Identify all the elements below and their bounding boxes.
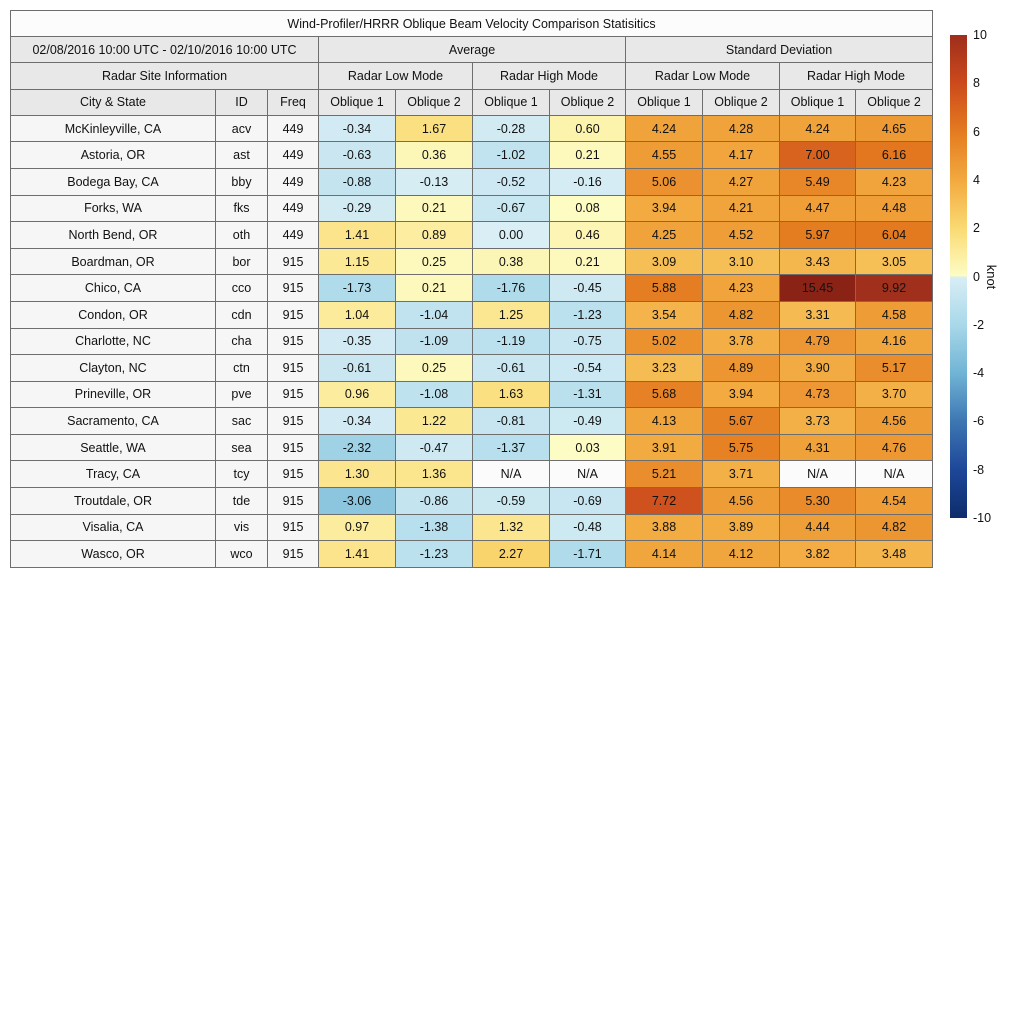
colorbar-unit-label: knot [984, 264, 999, 290]
value-cell-avg-high-oblique2: -0.45 [550, 275, 626, 302]
mode-header-avg-low: Radar Low Mode [319, 63, 473, 89]
value-cell-sd-low-oblique2: 3.10 [703, 248, 780, 275]
value-cell-sd-high-oblique1: 4.79 [780, 328, 856, 355]
value-cell-avg-high-oblique2: -0.69 [550, 488, 626, 515]
col-header-oblique1: Oblique 1 [626, 89, 703, 115]
value-cell-sd-high-oblique2: 4.76 [856, 434, 933, 461]
site-id-cell: bor [216, 248, 268, 275]
value-cell-avg-high-oblique1: -1.76 [473, 275, 550, 302]
value-cell-avg-high-oblique1: 0.00 [473, 222, 550, 249]
value-cell-avg-high-oblique2: -1.23 [550, 301, 626, 328]
city-cell: Condon, OR [11, 301, 216, 328]
value-cell-avg-low-oblique2: -1.38 [396, 514, 473, 541]
value-cell-avg-low-oblique1: 1.04 [319, 301, 396, 328]
colorbar-tick-label: 2 [973, 221, 980, 236]
value-cell-sd-low-oblique1: 3.91 [626, 434, 703, 461]
value-cell-sd-high-oblique1: 4.47 [780, 195, 856, 222]
value-cell-avg-high-oblique1: -0.28 [473, 115, 550, 142]
table-row [11, 408, 933, 435]
city-cell: McKinleyville, CA [11, 115, 216, 142]
value-cell-sd-high-oblique2: 4.82 [856, 514, 933, 541]
value-cell-avg-low-oblique2: 0.89 [396, 222, 473, 249]
value-cell-avg-high-oblique1: -1.19 [473, 328, 550, 355]
city-cell: Bodega Bay, CA [11, 168, 216, 195]
city-cell: Charlotte, NC [11, 328, 216, 355]
value-cell-sd-high-oblique1: 5.97 [780, 222, 856, 249]
value-cell-sd-low-oblique2: 3.78 [703, 328, 780, 355]
table-row [11, 248, 933, 275]
table-row [11, 488, 933, 515]
value-cell-avg-low-oblique2: -1.08 [396, 381, 473, 408]
value-cell-avg-low-oblique1: 1.15 [319, 248, 396, 275]
freq-cell: 915 [268, 301, 319, 328]
value-cell-sd-high-oblique1: 4.31 [780, 434, 856, 461]
city-cell: Tracy, CA [11, 461, 216, 488]
site-id-cell: vis [216, 514, 268, 541]
table-row [11, 275, 933, 302]
city-cell: Visalia, CA [11, 514, 216, 541]
city-cell: Seattle, WA [11, 434, 216, 461]
value-cell-avg-high-oblique2: 0.21 [550, 142, 626, 169]
value-cell-avg-high-oblique1: -0.81 [473, 408, 550, 435]
value-cell-avg-low-oblique1: -0.34 [319, 408, 396, 435]
value-cell-sd-high-oblique2: 4.48 [856, 195, 933, 222]
value-cell-avg-low-oblique1: 0.97 [319, 514, 396, 541]
colorbar-tick-label: 8 [973, 76, 980, 91]
group-header-std-dev: Standard Deviation [626, 37, 933, 63]
value-cell-sd-low-oblique2: 4.27 [703, 168, 780, 195]
value-cell-sd-high-oblique2: 4.54 [856, 488, 933, 515]
table-row [11, 355, 933, 382]
value-cell-avg-low-oblique1: -0.63 [319, 142, 396, 169]
figure-title: Wind-Profiler/HRRR Oblique Beam Velocity Comparison Statisitics [11, 11, 933, 37]
value-cell-avg-low-oblique1: -0.35 [319, 328, 396, 355]
table-row [11, 434, 933, 461]
value-cell-avg-low-oblique2: -1.23 [396, 541, 473, 568]
table-row [11, 381, 933, 408]
value-cell-sd-low-oblique2: 3.71 [703, 461, 780, 488]
col-header-oblique2: Oblique 2 [856, 89, 933, 115]
value-cell-sd-low-oblique1: 5.21 [626, 461, 703, 488]
city-cell: Chico, CA [11, 275, 216, 302]
value-cell-avg-high-oblique1: -0.67 [473, 195, 550, 222]
site-info-header: Radar Site Information [11, 63, 319, 89]
value-cell-sd-high-oblique1: 5.30 [780, 488, 856, 515]
value-cell-sd-high-oblique2: 3.05 [856, 248, 933, 275]
value-cell-sd-high-oblique2: 4.23 [856, 168, 933, 195]
city-cell: Wasco, OR [11, 541, 216, 568]
value-cell-avg-high-oblique2: -1.31 [550, 381, 626, 408]
table-row [11, 195, 933, 222]
freq-cell: 915 [268, 355, 319, 382]
value-cell-sd-low-oblique2: 4.21 [703, 195, 780, 222]
value-cell-avg-high-oblique2: -0.75 [550, 328, 626, 355]
value-cell-sd-low-oblique2: 4.23 [703, 275, 780, 302]
freq-cell: 449 [268, 168, 319, 195]
table-row [11, 222, 933, 249]
value-cell-sd-low-oblique1: 3.88 [626, 514, 703, 541]
table-row [11, 301, 933, 328]
table-row [11, 514, 933, 541]
value-cell-sd-low-oblique1: 4.24 [626, 115, 703, 142]
table-row [11, 461, 933, 488]
value-cell-sd-high-oblique2: 4.56 [856, 408, 933, 435]
site-id-cell: sea [216, 434, 268, 461]
city-cell: North Bend, OR [11, 222, 216, 249]
value-cell-avg-low-oblique2: 1.67 [396, 115, 473, 142]
value-cell-sd-low-oblique2: 4.12 [703, 541, 780, 568]
table-row [11, 115, 933, 142]
value-cell-avg-high-oblique2: 0.08 [550, 195, 626, 222]
value-cell-sd-high-oblique2: 6.04 [856, 222, 933, 249]
title-row [11, 11, 933, 37]
mode-header-avg-high: Radar High Mode [473, 63, 626, 89]
freq-cell: 915 [268, 275, 319, 302]
city-cell: Sacramento, CA [11, 408, 216, 435]
group-header-average: Average [319, 37, 626, 63]
table-body [11, 115, 933, 567]
value-cell-avg-low-oblique1: -0.88 [319, 168, 396, 195]
value-cell-sd-high-oblique1: 15.45 [780, 275, 856, 302]
value-cell-sd-high-oblique1: 4.24 [780, 115, 856, 142]
value-cell-sd-low-oblique1: 5.88 [626, 275, 703, 302]
value-cell-avg-high-oblique1: -0.61 [473, 355, 550, 382]
value-cell-avg-low-oblique1: -0.34 [319, 115, 396, 142]
value-cell-avg-high-oblique1: 1.63 [473, 381, 550, 408]
value-cell-avg-low-oblique1: -3.06 [319, 488, 396, 515]
col-header-id: ID [216, 89, 268, 115]
column-header-row [11, 89, 933, 115]
value-cell-avg-low-oblique2: 0.25 [396, 355, 473, 382]
value-cell-avg-high-oblique1: 2.27 [473, 541, 550, 568]
value-cell-avg-high-oblique2: 0.60 [550, 115, 626, 142]
value-cell-sd-high-oblique1: 5.49 [780, 168, 856, 195]
value-cell-sd-high-oblique1: 3.82 [780, 541, 856, 568]
value-cell-avg-low-oblique1: 1.41 [319, 541, 396, 568]
value-cell-sd-high-oblique1: 3.73 [780, 408, 856, 435]
site-id-cell: pve [216, 381, 268, 408]
value-cell-avg-high-oblique2: -1.71 [550, 541, 626, 568]
city-cell: Troutdale, OR [11, 488, 216, 515]
value-cell-avg-high-oblique2: N/A [550, 461, 626, 488]
colorbar-tick-label: 0 [973, 269, 980, 284]
colorbar-tick-label: -6 [973, 414, 985, 429]
site-id-cell: oth [216, 222, 268, 249]
colorbar-gradient [950, 35, 967, 518]
colorbar-tick-label: -10 [973, 511, 992, 525]
value-cell-avg-low-oblique2: 1.22 [396, 408, 473, 435]
site-id-cell: tde [216, 488, 268, 515]
col-header-city: City & State [11, 89, 216, 115]
col-header-oblique2: Oblique 2 [396, 89, 473, 115]
value-cell-avg-low-oblique1: -2.32 [319, 434, 396, 461]
table-row [11, 142, 933, 169]
site-id-cell: tcy [216, 461, 268, 488]
value-cell-sd-high-oblique1: 4.73 [780, 381, 856, 408]
value-cell-sd-low-oblique2: 4.82 [703, 301, 780, 328]
value-cell-sd-low-oblique1: 3.94 [626, 195, 703, 222]
value-cell-avg-low-oblique1: 1.41 [319, 222, 396, 249]
table-row [11, 328, 933, 355]
colorbar-tick-label: -2 [973, 317, 985, 332]
value-cell-sd-high-oblique2: 3.70 [856, 381, 933, 408]
site-id-cell: bby [216, 168, 268, 195]
site-id-cell: ast [216, 142, 268, 169]
value-cell-sd-high-oblique2: 4.58 [856, 301, 933, 328]
city-cell: Prineville, OR [11, 381, 216, 408]
value-cell-avg-low-oblique1: 0.96 [319, 381, 396, 408]
value-cell-sd-low-oblique1: 4.25 [626, 222, 703, 249]
value-cell-avg-high-oblique1: -1.02 [473, 142, 550, 169]
colorbar-tick-label: 6 [973, 124, 980, 139]
value-cell-sd-low-oblique1: 4.13 [626, 408, 703, 435]
value-cell-avg-high-oblique1: 0.38 [473, 248, 550, 275]
freq-cell: 449 [268, 142, 319, 169]
value-cell-avg-high-oblique2: -0.54 [550, 355, 626, 382]
value-cell-avg-low-oblique1: -1.73 [319, 275, 396, 302]
value-cell-avg-high-oblique2: 0.46 [550, 222, 626, 249]
value-cell-sd-high-oblique2: N/A [856, 461, 933, 488]
value-cell-sd-high-oblique1: 3.31 [780, 301, 856, 328]
value-cell-sd-low-oblique1: 3.23 [626, 355, 703, 382]
value-cell-sd-low-oblique2: 4.89 [703, 355, 780, 382]
value-cell-sd-high-oblique1: 3.90 [780, 355, 856, 382]
colorbar-tick-label: -4 [973, 366, 985, 381]
col-header-oblique1: Oblique 1 [473, 89, 550, 115]
value-cell-avg-high-oblique1: 1.25 [473, 301, 550, 328]
date-range: 02/08/2016 10:00 UTC - 02/10/2016 10:00 UTC [11, 37, 319, 63]
value-cell-sd-low-oblique1: 4.14 [626, 541, 703, 568]
group-header-row [11, 37, 933, 63]
value-cell-avg-high-oblique1: -0.59 [473, 488, 550, 515]
value-cell-avg-low-oblique2: -1.09 [396, 328, 473, 355]
value-cell-sd-low-oblique1: 7.72 [626, 488, 703, 515]
value-cell-sd-low-oblique2: 4.17 [703, 142, 780, 169]
value-cell-sd-high-oblique2: 4.16 [856, 328, 933, 355]
colorbar-tick-label: -8 [973, 462, 985, 477]
value-cell-avg-high-oblique1: -0.52 [473, 168, 550, 195]
value-cell-avg-low-oblique2: 0.36 [396, 142, 473, 169]
mode-header-sd-low: Radar Low Mode [626, 63, 780, 89]
stats-table [10, 10, 933, 568]
col-header-oblique2: Oblique 2 [703, 89, 780, 115]
value-cell-sd-high-oblique1: 7.00 [780, 142, 856, 169]
value-cell-sd-low-oblique1: 4.55 [626, 142, 703, 169]
freq-cell: 915 [268, 408, 319, 435]
value-cell-sd-high-oblique2: 4.65 [856, 115, 933, 142]
value-cell-avg-high-oblique2: 0.21 [550, 248, 626, 275]
col-header-oblique1: Oblique 1 [780, 89, 856, 115]
city-cell: Clayton, NC [11, 355, 216, 382]
table-row [11, 541, 933, 568]
site-id-cell: cco [216, 275, 268, 302]
value-cell-sd-high-oblique1: N/A [780, 461, 856, 488]
value-cell-sd-low-oblique1: 3.09 [626, 248, 703, 275]
site-id-cell: acv [216, 115, 268, 142]
value-cell-avg-low-oblique2: -0.47 [396, 434, 473, 461]
freq-cell: 915 [268, 461, 319, 488]
freq-cell: 915 [268, 514, 319, 541]
freq-cell: 449 [268, 222, 319, 249]
value-cell-sd-low-oblique1: 5.06 [626, 168, 703, 195]
site-id-cell: ctn [216, 355, 268, 382]
city-cell: Boardman, OR [11, 248, 216, 275]
value-cell-avg-low-oblique1: 1.30 [319, 461, 396, 488]
value-cell-sd-high-oblique2: 5.17 [856, 355, 933, 382]
value-cell-avg-low-oblique2: -1.04 [396, 301, 473, 328]
mode-header-sd-high: Radar High Mode [780, 63, 933, 89]
value-cell-sd-low-oblique2: 5.75 [703, 434, 780, 461]
value-cell-avg-low-oblique2: 1.36 [396, 461, 473, 488]
freq-cell: 915 [268, 248, 319, 275]
value-cell-avg-low-oblique2: 0.21 [396, 275, 473, 302]
freq-cell: 915 [268, 488, 319, 515]
value-cell-sd-low-oblique2: 3.94 [703, 381, 780, 408]
value-cell-avg-high-oblique1: N/A [473, 461, 550, 488]
site-id-cell: cdn [216, 301, 268, 328]
freq-cell: 915 [268, 541, 319, 568]
site-id-cell: cha [216, 328, 268, 355]
value-cell-sd-high-oblique1: 3.43 [780, 248, 856, 275]
value-cell-sd-low-oblique1: 5.68 [626, 381, 703, 408]
site-id-cell: wco [216, 541, 268, 568]
value-cell-sd-low-oblique1: 3.54 [626, 301, 703, 328]
value-cell-avg-high-oblique1: -1.37 [473, 434, 550, 461]
value-cell-sd-low-oblique1: 5.02 [626, 328, 703, 355]
value-cell-avg-low-oblique1: -0.29 [319, 195, 396, 222]
col-header-oblique1: Oblique 1 [319, 89, 396, 115]
value-cell-avg-low-oblique2: 0.21 [396, 195, 473, 222]
freq-cell: 915 [268, 434, 319, 461]
table-row [11, 168, 933, 195]
freq-cell: 449 [268, 115, 319, 142]
value-cell-avg-low-oblique2: -0.86 [396, 488, 473, 515]
value-cell-sd-low-oblique2: 4.52 [703, 222, 780, 249]
site-id-cell: sac [216, 408, 268, 435]
site-id-cell: fks [216, 195, 268, 222]
value-cell-avg-low-oblique2: -0.13 [396, 168, 473, 195]
value-cell-sd-low-oblique2: 3.89 [703, 514, 780, 541]
value-cell-sd-low-oblique2: 4.28 [703, 115, 780, 142]
value-cell-avg-low-oblique1: -0.61 [319, 355, 396, 382]
value-cell-avg-high-oblique2: -0.49 [550, 408, 626, 435]
value-cell-sd-high-oblique2: 3.48 [856, 541, 933, 568]
col-header-freq: Freq [268, 89, 319, 115]
value-cell-avg-high-oblique1: 1.32 [473, 514, 550, 541]
mode-header-row [11, 63, 933, 89]
value-cell-sd-low-oblique2: 4.56 [703, 488, 780, 515]
value-cell-avg-high-oblique2: -0.16 [550, 168, 626, 195]
freq-cell: 915 [268, 328, 319, 355]
value-cell-sd-high-oblique1: 4.44 [780, 514, 856, 541]
freq-cell: 915 [268, 381, 319, 408]
value-cell-avg-high-oblique2: 0.03 [550, 434, 626, 461]
value-cell-sd-high-oblique2: 9.92 [856, 275, 933, 302]
value-cell-avg-high-oblique2: -0.48 [550, 514, 626, 541]
value-cell-sd-low-oblique2: 5.67 [703, 408, 780, 435]
colorbar-tick-label: 4 [973, 172, 980, 187]
value-cell-avg-low-oblique2: 0.25 [396, 248, 473, 275]
city-cell: Astoria, OR [11, 142, 216, 169]
freq-cell: 449 [268, 195, 319, 222]
city-cell: Forks, WA [11, 195, 216, 222]
colorbar-tick-label: 10 [973, 28, 987, 42]
value-cell-sd-high-oblique2: 6.16 [856, 142, 933, 169]
col-header-oblique2: Oblique 2 [550, 89, 626, 115]
